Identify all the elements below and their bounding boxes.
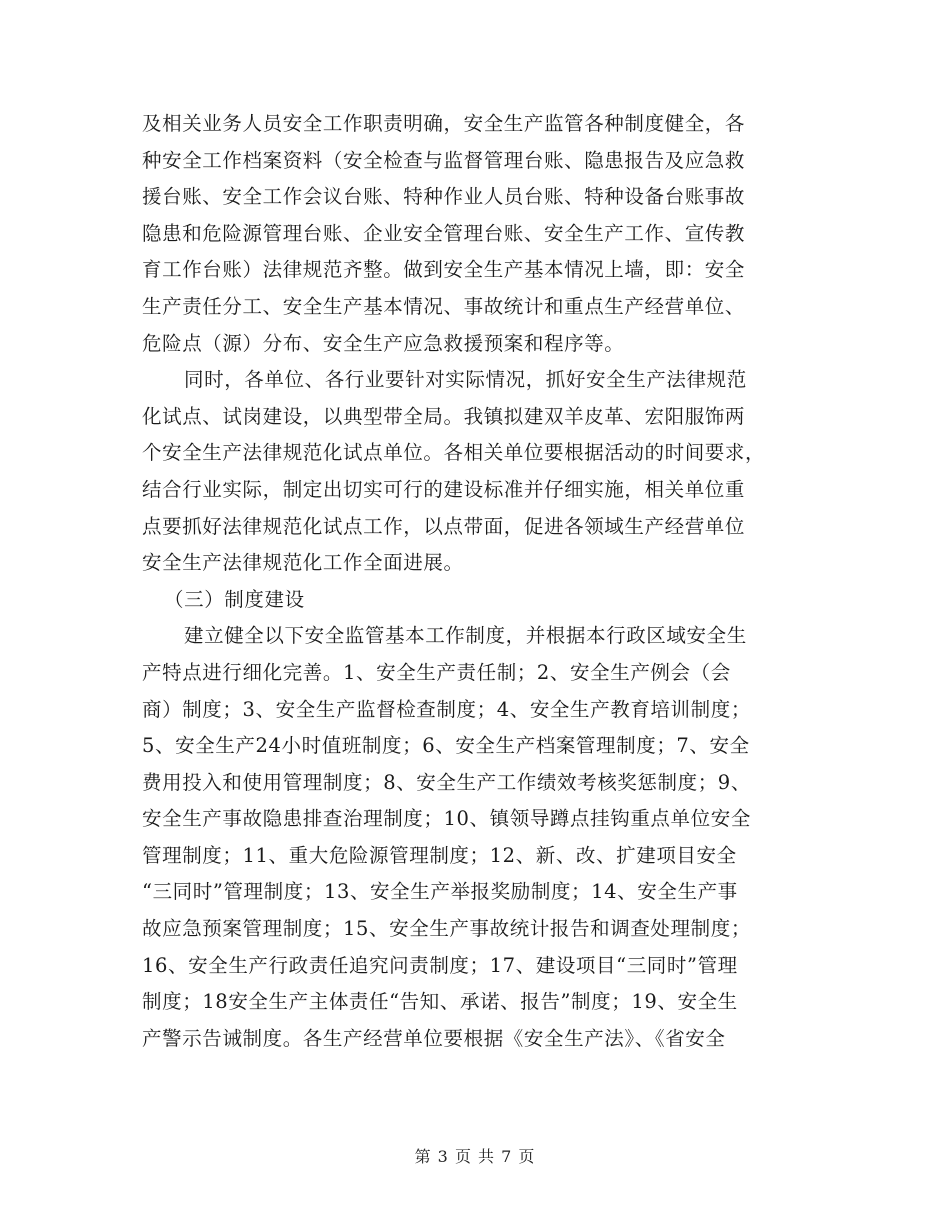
text-line: 产警示告诫制度。各生产经营单位要根据《安全生产法》、《省安全 [142, 1026, 726, 1050]
text-line: 个安全生产法律规范化试点单位。各相关单位要根据活动的时间要求， [142, 441, 766, 465]
text-line: 生产责任分工、安全生产基本情况、事故统计和重点生产经营单位、 [142, 294, 746, 318]
paragraph-start-line: 建立健全以下安全监管基本工作制度，并根据本行政区域安全生 [184, 624, 747, 648]
text-line: 16、安全生产行政责任追究问责制度；17、建设项目“三同时”管理 [142, 953, 738, 977]
text-line: 及相关业务人员安全工作职责明确，安全生产监管各种制度健全，各 [142, 112, 746, 135]
text-line: 育工作台账）法律规范齐整。做到安全生产基本情况上墙，即：安全 [142, 258, 746, 282]
text-line: 种安全工作档案资料（安全检查与监督管理台账、隐患报告及应急救 [142, 148, 746, 172]
text-line: 安全生产法律规范化工作全面进展。 [142, 551, 464, 575]
text-line: “三同时”管理制度；13、安全生产举报奖励制度；14、安全生产事 [142, 880, 738, 904]
page-footer [0, 1144, 950, 1167]
text-line: 结合行业实际，制定出切实可行的建设标准并仔细实施，相关单位重 [142, 477, 746, 501]
text-line: 安全生产事故隐患排查治理制度；10、镇领导蹲点挂钩重点单位安全 [142, 807, 751, 831]
page-number-label: 第 3 页 共 7 页 [414, 1147, 536, 1166]
text-line: 产特点进行细化完善。1、安全生产责任制；2、安全生产例会（会 [142, 660, 731, 684]
text-line: 点要抓好法律规范化试点工作，以点带面，促进各领域生产经营单位 [142, 514, 746, 538]
body-text [142, 106, 802, 1057]
text-line: 费用投入和使用管理制度；8、安全生产工作绩效考核奖惩制度；9、 [142, 770, 751, 794]
section-heading: （三）制度建设 [164, 587, 305, 611]
paragraph-start-line: 同时，各单位、各行业要针对实际情况，抓好安全生产法律规范 [184, 368, 747, 392]
text-line: 5、安全生产24小时值班制度；6、安全生产档案管理制度；7、安全 [142, 734, 750, 758]
text-line: 制度；18安全生产主体责任“告知、承诺、报告”制度；19、安全生 [142, 990, 738, 1014]
text-line: 化试点、试岗建设，以典型带全局。我镇拟建双羊皮革、宏阳服饰两 [142, 404, 746, 428]
text-line: 隐患和危险源管理台账、企业安全管理台账、安全生产工作、宣传教 [142, 221, 746, 245]
text-line: 援台账、安全工作会议台账、特种作业人员台账、特种设备台账事故 [142, 185, 746, 209]
text-line: 商）制度；3、安全生产监督检查制度；4、安全生产教育培训制度； [142, 697, 751, 721]
text-line: 危险点（源）分布、安全生产应急救援预案和程序等。 [142, 331, 625, 355]
text-line: 故应急预案管理制度；15、安全生产事故统计报告和调查处理制度； [142, 917, 751, 941]
text-line: 管理制度；11、重大危险源管理制度；12、新、改、扩建项目安全 [142, 843, 737, 867]
